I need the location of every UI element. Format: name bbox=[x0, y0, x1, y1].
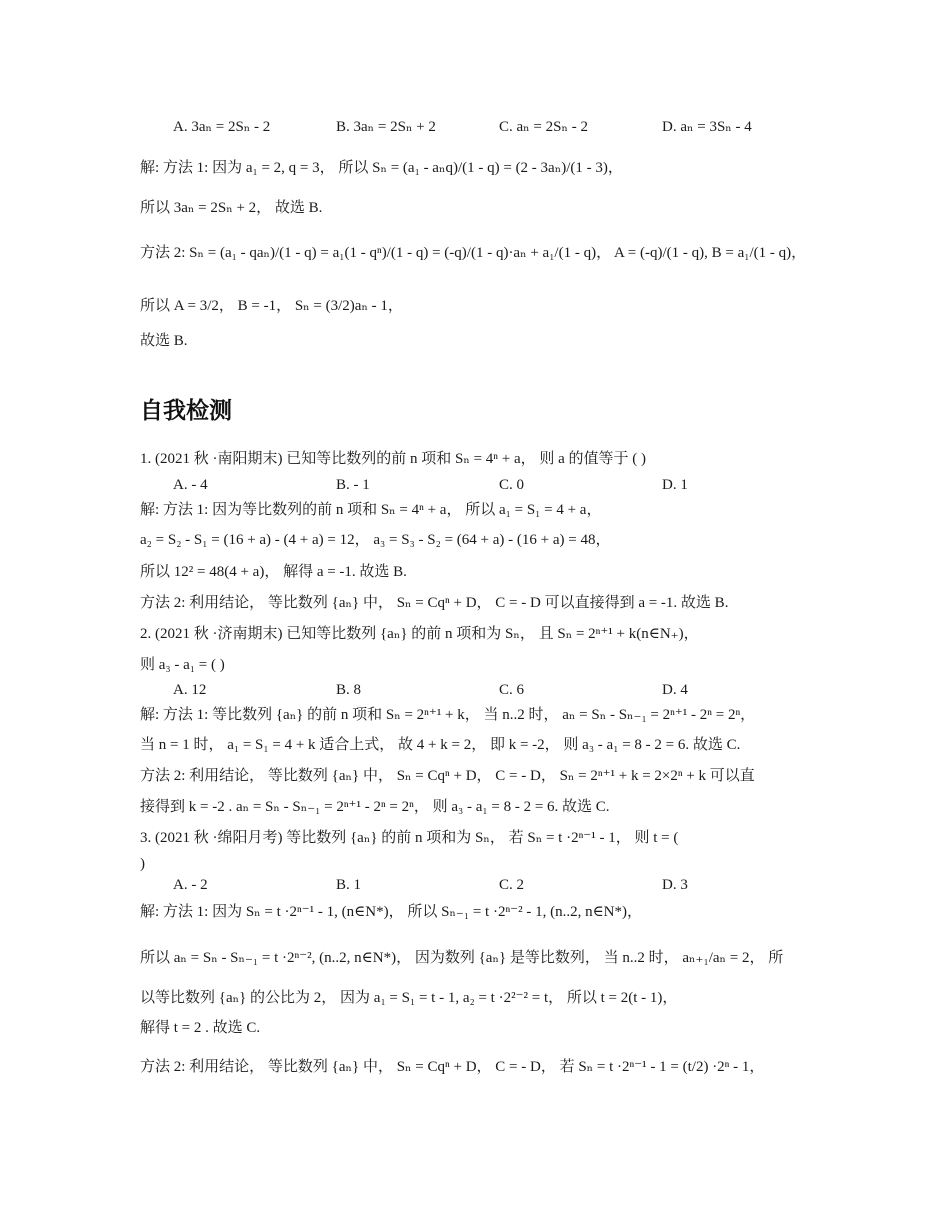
option-b: B. 3aₙ = 2Sₙ + 2 bbox=[336, 119, 436, 135]
option-c: C. aₙ = 2Sₙ - 2 bbox=[499, 119, 588, 135]
solution-line: 解: 方法 1: 等比数列 {aₙ} 的前 n 项和 Sₙ = 2ⁿ⁺¹ + k， 当 n..2 时， aₙ = Sₙ - Sₙ₋₁ = 2ⁿ⁺¹ - 2ⁿ = 2ⁿ， bbox=[140, 707, 756, 723]
question-1-stem: 1. (2021 秋 ·南阳期末) 已知等比数列的前 n 项和 Sₙ = 4ⁿ + a， 则 a 的值等于 ( ) bbox=[140, 451, 647, 467]
solution-line: 方法 2: 利用结论， 等比数列 {aₙ} 中， Sₙ = Cqⁿ + D， C = - D， Sₙ = 2ⁿ⁺¹ + k = 2×2ⁿ + k 可以直 bbox=[140, 768, 755, 784]
option-d: D. 3 bbox=[662, 877, 688, 893]
solution-line: 方法 2: 利用结论， 等比数列 {aₙ} 中， Sₙ = Cqⁿ + D， C = - D 可以直接得到 a = -1. 故选 B. bbox=[140, 595, 729, 611]
option-d: D. aₙ = 3Sₙ - 4 bbox=[662, 119, 752, 135]
option-a: A. - 2 bbox=[173, 877, 208, 893]
solution-line: 所以 3aₙ = 2Sₙ + 2， 故选 B. bbox=[140, 200, 323, 216]
solution-line: 所以 aₙ = Sₙ - Sₙ₋₁ = t ·2ⁿ⁻², (n..2, n∈N*)， 因为数列 {aₙ} 是等比数列， 当 n..2 时， aₙ₊₁/aₙ = 2， 所 bbox=[140, 950, 784, 966]
option-d: D. 4 bbox=[662, 682, 688, 698]
option-a: A. - 4 bbox=[173, 477, 208, 493]
option-b: B. 8 bbox=[336, 682, 362, 698]
option-b: B. - 1 bbox=[336, 477, 370, 493]
solution-line: 解: 方法 1: 因为等比数列的前 n 项和 Sₙ = 4ⁿ + a， 所以 a₁ = S₁ = 4 + a， bbox=[140, 502, 602, 518]
question-3-stem: ) bbox=[140, 856, 145, 872]
solution-line: 当 n = 1 时， a₁ = S₁ = 4 + k 适合上式， 故 4 + k = 2， 即 k = -2， 则 a₃ - a₁ = 8 - 2 = 6. 故选 C. bbox=[140, 737, 741, 753]
solution-line: 所以 12² = 48(4 + a)， 解得 a = -1. 故选 B. bbox=[140, 564, 407, 580]
solution-line: 以等比数列 {aₙ} 的公比为 2， 因为 a₁ = S₁ = t - 1, a₂ = t ·2²⁻² = t， 所以 t = 2(t - 1)， bbox=[140, 990, 678, 1006]
solution-line: 解: 方法 1: 因为 a₁ = 2, q = 3， 所以 Sₙ = (a₁ - aₙq)/(1 - q) = (2 - 3aₙ)/(1 - 3)， bbox=[140, 160, 623, 176]
solution-line: 接得到 k = -2 . aₙ = Sₙ - Sₙ₋₁ = 2ⁿ⁺¹ - 2ⁿ = 2ⁿ， 则 a₃ - a₁ = 8 - 2 = 6. 故选 C. bbox=[140, 799, 610, 815]
option-c: C. 0 bbox=[499, 477, 525, 493]
option-a: A. 3aₙ = 2Sₙ - 2 bbox=[173, 119, 271, 135]
solution-line: 方法 2: 利用结论， 等比数列 {aₙ} 中， Sₙ = Cqⁿ + D， C = - D， 若 Sₙ = t ·2ⁿ⁻¹ - 1 = (t/2) ·2ⁿ - 1， bbox=[140, 1059, 765, 1075]
solution-line: 解: 方法 1: 因为 Sₙ = t ·2ⁿ⁻¹ - 1, (n∈N*)， 所以 Sₙ₋₁ = t ·2ⁿ⁻² - 1, (n..2, n∈N*)， bbox=[140, 904, 643, 920]
option-b: B. 1 bbox=[336, 877, 362, 893]
solution-line: a₂ = S₂ - S₁ = (16 + a) - (4 + a) = 12， a₃ = S₃ - S₂ = (64 + a) - (16 + a) = 48， bbox=[140, 532, 611, 548]
question-3-stem: 3. (2021 秋 ·绵阳月考) 等比数列 {aₙ} 的前 n 项和为 Sₙ， 若 Sₙ = t ·2ⁿ⁻¹ - 1， 则 t = ( bbox=[140, 830, 679, 846]
question-2-stem: 2. (2021 秋 ·济南期末) 已知等比数列 {aₙ} 的前 n 项和为 Sₙ， 且 Sₙ = 2ⁿ⁺¹ + k(n∈N₊)， bbox=[140, 626, 699, 642]
solution-line: 方法 2: Sₙ = (a₁ - qaₙ)/(1 - q) = a₁(1 - qⁿ)/(1 - q) = (-q)/(1 - q)·aₙ + a₁/(1 - q)， A = (-q)/(1 - q), B = a₁/(1 - q)， bbox=[140, 245, 807, 261]
section-title: 自我检测 bbox=[140, 398, 232, 424]
option-d: D. 1 bbox=[662, 477, 688, 493]
solution-line: 解得 t = 2 . 故选 C. bbox=[140, 1020, 261, 1036]
question-2-stem: 则 a₃ - a₁ = ( ) bbox=[140, 657, 225, 673]
option-c: C. 6 bbox=[499, 682, 525, 698]
option-c: C. 2 bbox=[499, 877, 525, 893]
option-a: A. 12 bbox=[173, 682, 207, 698]
solution-line: 所以 A = 3/2， B = -1， Sₙ = (3/2)aₙ - 1， bbox=[140, 298, 403, 314]
solution-line: 故选 B. bbox=[140, 333, 188, 349]
